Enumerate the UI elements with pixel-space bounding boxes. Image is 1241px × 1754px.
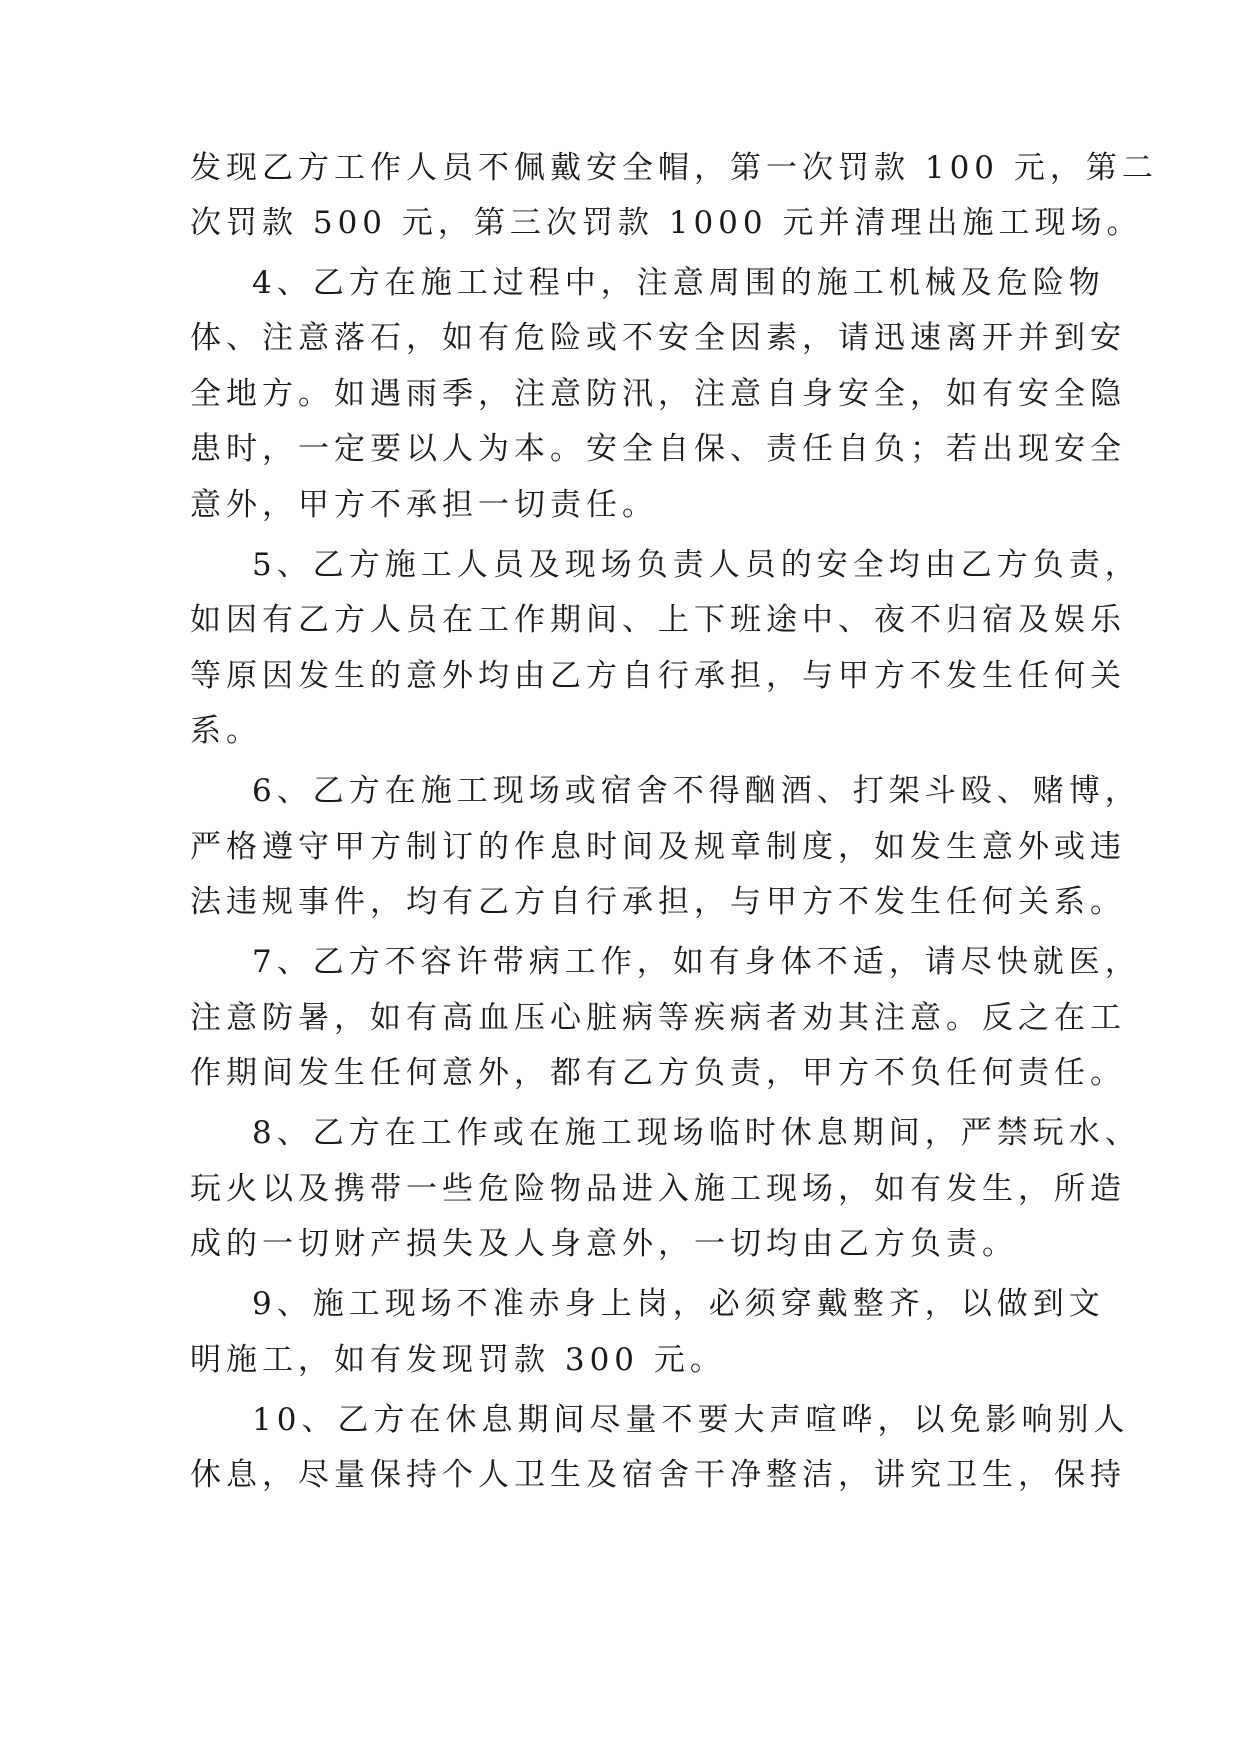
paragraph-7-line: 7、乙方不容许带病工作，如有身体不适，请尽快就医， <box>252 944 1141 980</box>
text-line: 系。 <box>190 713 262 749</box>
text-line: 如因有乙方人员在工作期间、上下班途中、夜不归宿及娱乐 <box>190 602 1126 638</box>
text-line: 全地方。如遇雨季，注意防汛，注意自身安全，如有安全隐 <box>190 376 1126 412</box>
paragraph-6-line: 6、乙方在施工现场或宿舍不得酗酒、打架斗殴、赌博， <box>252 773 1141 809</box>
text-line: 法违规事件，均有乙方自行承担，与甲方不发生任何关系。 <box>190 884 1126 920</box>
text-line: 体、注意落石，如有危险或不安全因素，请迅速离开并到安 <box>190 320 1126 356</box>
text-line: 等原因发生的意外均由乙方自行承担，与甲方不发生任何关 <box>190 658 1126 694</box>
text-line: 意外，甲方不承担一切责任。 <box>190 487 658 523</box>
paragraph-9-line: 9、施工现场不准赤身上岗，必须穿戴整齐，以做到文 <box>252 1286 1105 1322</box>
paragraph-5-line: 5、乙方施工人员及现场负责人员的安全均由乙方负责， <box>252 547 1141 583</box>
text-line: 玩火以及携带一些危险物品进入施工现场，如有发生，所造 <box>190 1171 1126 1207</box>
paragraph-10-line: 10、乙方在休息期间尽量不要大声喧哗，以免影响别人 <box>252 1402 1130 1438</box>
text-line: 患时，一定要以人为本。安全自保、责任自负；若出现安全 <box>190 431 1126 467</box>
text-line: 次罚款 500 元，第三次罚款 1000 元并清理出施工现场。 <box>190 205 1143 241</box>
text-line: 注意防暑，如有高血压心脏病等疾病者劝其注意。反之在工 <box>190 1000 1126 1036</box>
text-line: 发现乙方工作人员不佩戴安全帽，第一次罚款 100 元，第二 <box>190 150 1158 186</box>
text-line: 明施工，如有发现罚款 300 元。 <box>190 1342 726 1378</box>
paragraph-8-line: 8、乙方在工作或在施工现场临时休息期间，严禁玩水、 <box>252 1115 1141 1151</box>
text-line: 作期间发生任何意外，都有乙方负责，甲方不负任何责任。 <box>190 1055 1126 1091</box>
paragraph-4-line: 4、乙方在施工过程中，注意周围的施工机械及危险物 <box>252 265 1105 301</box>
text-line: 严格遵守甲方制订的作息时间及规章制度，如发生意外或违 <box>190 829 1126 865</box>
text-line: 休息，尽量保持个人卫生及宿舍干净整洁，讲究卫生，保持 <box>190 1457 1126 1493</box>
text-line: 成的一切财产损失及人身意外，一切均由乙方负责。 <box>190 1226 1018 1262</box>
